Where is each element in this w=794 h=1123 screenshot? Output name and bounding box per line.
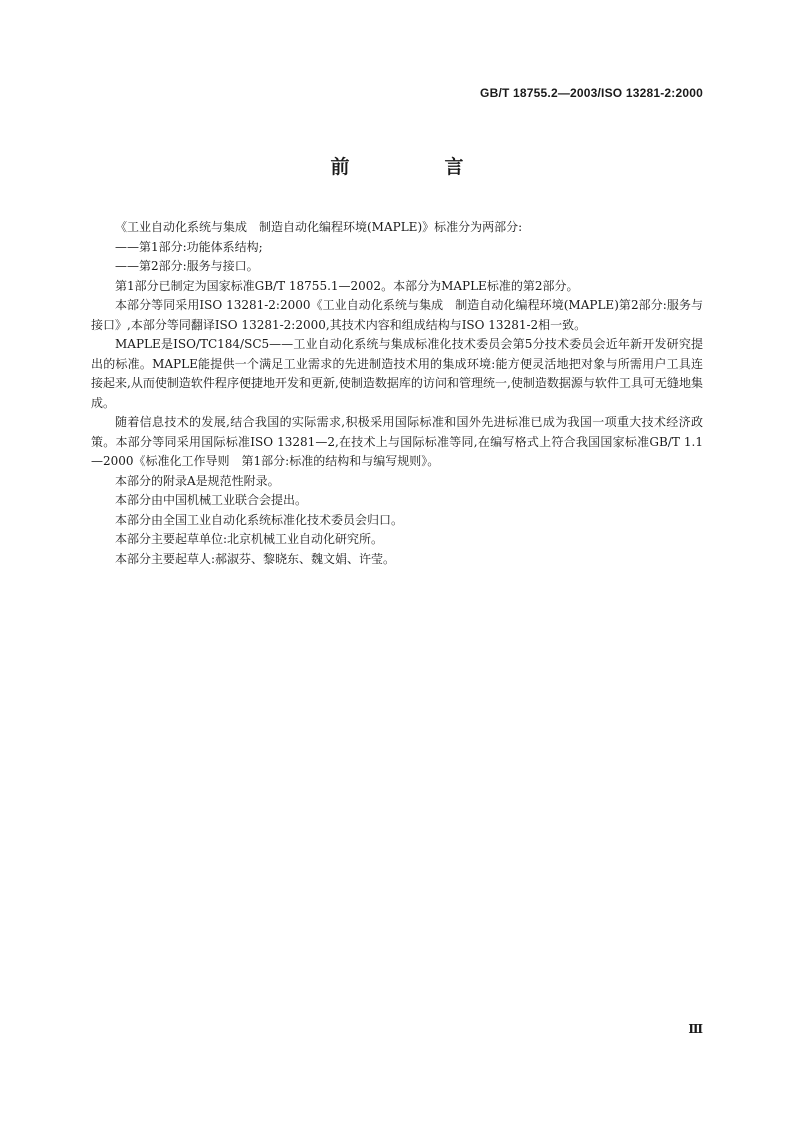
paragraph-drafting-unit: 本部分主要起草单位:北京机械工业自动化研究所。 [115,532,384,546]
page-title: 前 言 [330,156,502,178]
paragraph-part2: ——第2部分:服务与接口。 [115,259,259,273]
foreword-body [91,218,703,569]
paragraph-adoption: 本部分等同采用ISO 13281-2:2000《工业自动化系统与集成 制造自动化编程环境(MAPLE)第2部分:服务与接口》,本部分等同翻译ISO 13281-2:2000,其技术内容和组成结构与ISO 13281-2相一致。 [91,298,703,332]
paragraph-intro: 《工业自动化系统与集成 制造自动化编程环境(MAPLE)》标准分为两部分: [115,220,523,234]
standard-code: GB/T 18755.2—2003/ISO 13281-2:2000 [480,86,703,100]
paragraph-part1: ——第1部分:功能体系结构; [115,239,263,254]
paragraph-annex: 本部分的附录A是规范性附录。 [115,473,280,488]
paragraph-committee: 本部分由全国工业自动化系统标准化技术委员会归口。 [115,512,404,527]
paragraph-proposer: 本部分由中国机械工业联合会提出。 [115,493,308,507]
paragraph-policy: 随着信息技术的发展,结合我国的实际需求,积极采用国际标准和国外先进标准已成为我国一项重大技术经济政策。本部分等同采用国际标准ISO 13281—2,在技术上与国际标准等同,在编写格式上符合我国国家标准GB/T 1.1—2000《标准化工作导则 第1部分:标准的结构和与编写规则》。 [91,415,703,468]
paragraph-maple-description: MAPLE是ISO/TC184/SC5——工业自动化系统与集成标准化技术委员会第5分技术委员会近年新开发研究提出的标准。MAPLE能提供一个满足工业需求的先进制造技术用的集成环境:能方便灵活地把对象与所需用户工具连接起来,从而使制造软件程序便捷地开发和更新,使制造数据库的访问和管理统一,使制造数据源与软件工具可无缝地集成。 [91,337,703,410]
page-number: Ⅲ [688,1022,703,1036]
paragraph-part1-status: 第1部分已制定为国家标准GB/T 18755.1—2002。本部分为MAPLE标准的第2部分。 [115,278,579,293]
paragraph-drafters: 本部分主要起草人:郝淑芬、黎晓东、魏文娟、许莹。 [115,551,396,566]
